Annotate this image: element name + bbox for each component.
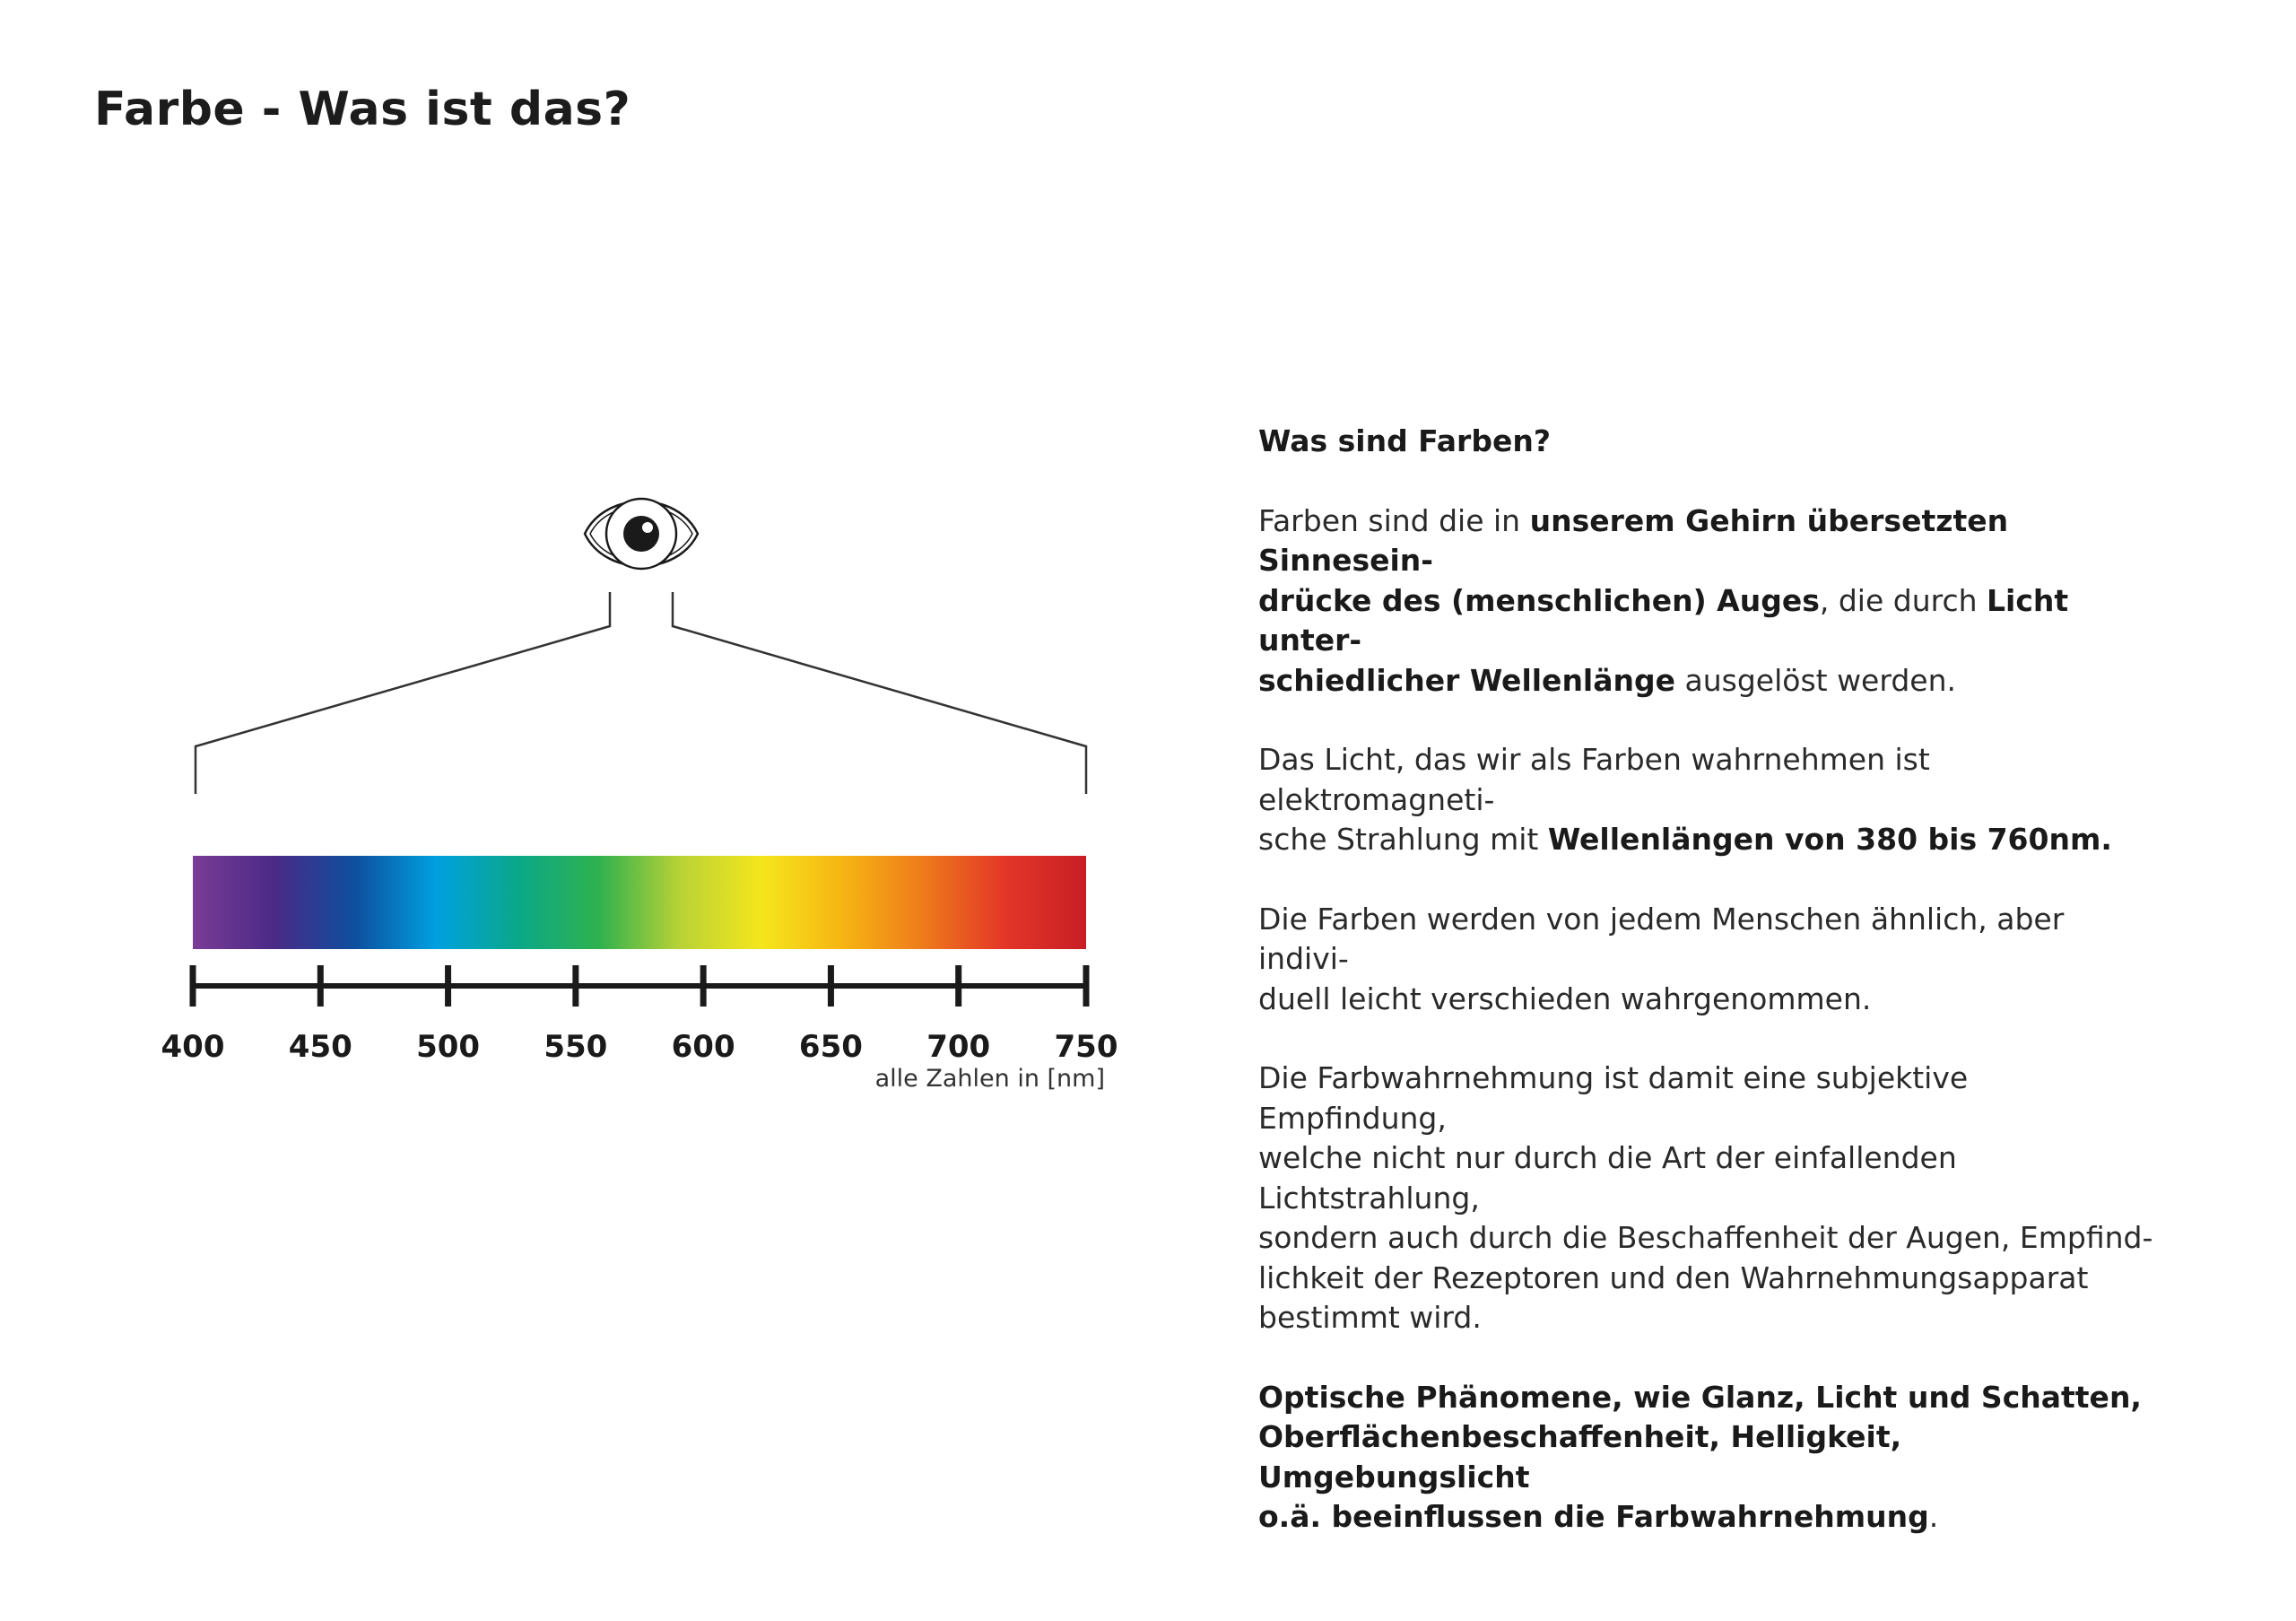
p1-bold-b: unserem Gehirn übersetzten Sinnesein-	[1258, 502, 2009, 578]
tick-label-650: 650	[798, 1029, 863, 1065]
paragraph-4	[1258, 1059, 2155, 1338]
p4-line3: sondern auch durch die Beschaffenheit der Augen, Empfind-	[1258, 1220, 2153, 1255]
p3-line2: duell leicht verschieden wahrgenommen.	[1258, 980, 1872, 1016]
wavelength-axis	[161, 965, 1118, 1065]
p4-line2: welche nicht nur durch die Art der einfallenden Lichtstrahlung,	[1258, 1140, 1957, 1216]
p1-bold-f: schiedlicher Wellenlänge	[1258, 662, 1676, 698]
spectrum-figure	[144, 475, 1148, 1121]
spectrum-bar	[193, 856, 1086, 949]
tick-label-750: 750	[1054, 1029, 1118, 1065]
eye-icon	[585, 499, 698, 569]
spectrum-diagram	[144, 475, 1148, 1121]
p2-text-a: sche Strahlung mit	[1258, 822, 1548, 857]
paragraph-3	[1258, 900, 2155, 1020]
p1-bold-e: Licht unter-	[1258, 582, 2069, 658]
paragraph-2	[1258, 740, 2155, 860]
p1-bold-c: drücke des (menschlichen) Auges	[1258, 582, 1820, 618]
p4-line5: bestimmt wird.	[1258, 1300, 1482, 1335]
p5-line1: Optische Phänomene, wie Glanz, Licht und Schatten,	[1258, 1379, 2142, 1415]
funnel-line-left	[196, 592, 610, 794]
p1-text-g: ausgelöst werden.	[1675, 662, 1956, 698]
p5-line2: Oberflächenbeschaffenheit, Helligkeit, Umgebungslicht	[1258, 1419, 1902, 1495]
p3-line1: Die Farben werden von jedem Menschen ähnlich, aber indivi-	[1258, 901, 2065, 976]
p1-text-d: , die durch	[1819, 582, 1987, 618]
p2-bold-b: Wellenlängen von 380 bis 760nm.	[1547, 822, 2112, 857]
paragraph-1	[1258, 501, 2155, 702]
p5-line3: o.ä. beeinflussen die Farbwahrnehmung	[1258, 1499, 1929, 1534]
funnel-line-right	[673, 592, 1086, 794]
unit-note: alle Zahlen in [nm]	[874, 1065, 1105, 1093]
p2-line1: Das Licht, das wir als Farben wahrnehmen ist elektromagneti-	[1258, 742, 1930, 817]
p1-text-a: Farben sind die in	[1258, 502, 1530, 538]
text-column	[1258, 422, 2155, 1577]
p4-line1: Die Farbwahrnehmung ist damit eine subjektive Empfindung,	[1258, 1060, 1969, 1136]
tick-label-700: 700	[926, 1029, 991, 1065]
tick-label-400: 400	[161, 1029, 225, 1065]
tick-label-500: 500	[416, 1029, 481, 1065]
tick-label-450: 450	[288, 1029, 352, 1065]
p5-tail: .	[1928, 1499, 1939, 1534]
p4-line4: lichkeit der Rezeptoren und den Wahrnehmungsapparat	[1258, 1259, 2089, 1295]
page-title: Farbe - Was ist das?	[94, 83, 631, 136]
tick-label-550: 550	[544, 1029, 608, 1065]
section-heading: Was sind Farben?	[1258, 423, 1551, 458]
paragraph-5	[1258, 1378, 2155, 1538]
tick-label-600: 600	[671, 1029, 735, 1065]
